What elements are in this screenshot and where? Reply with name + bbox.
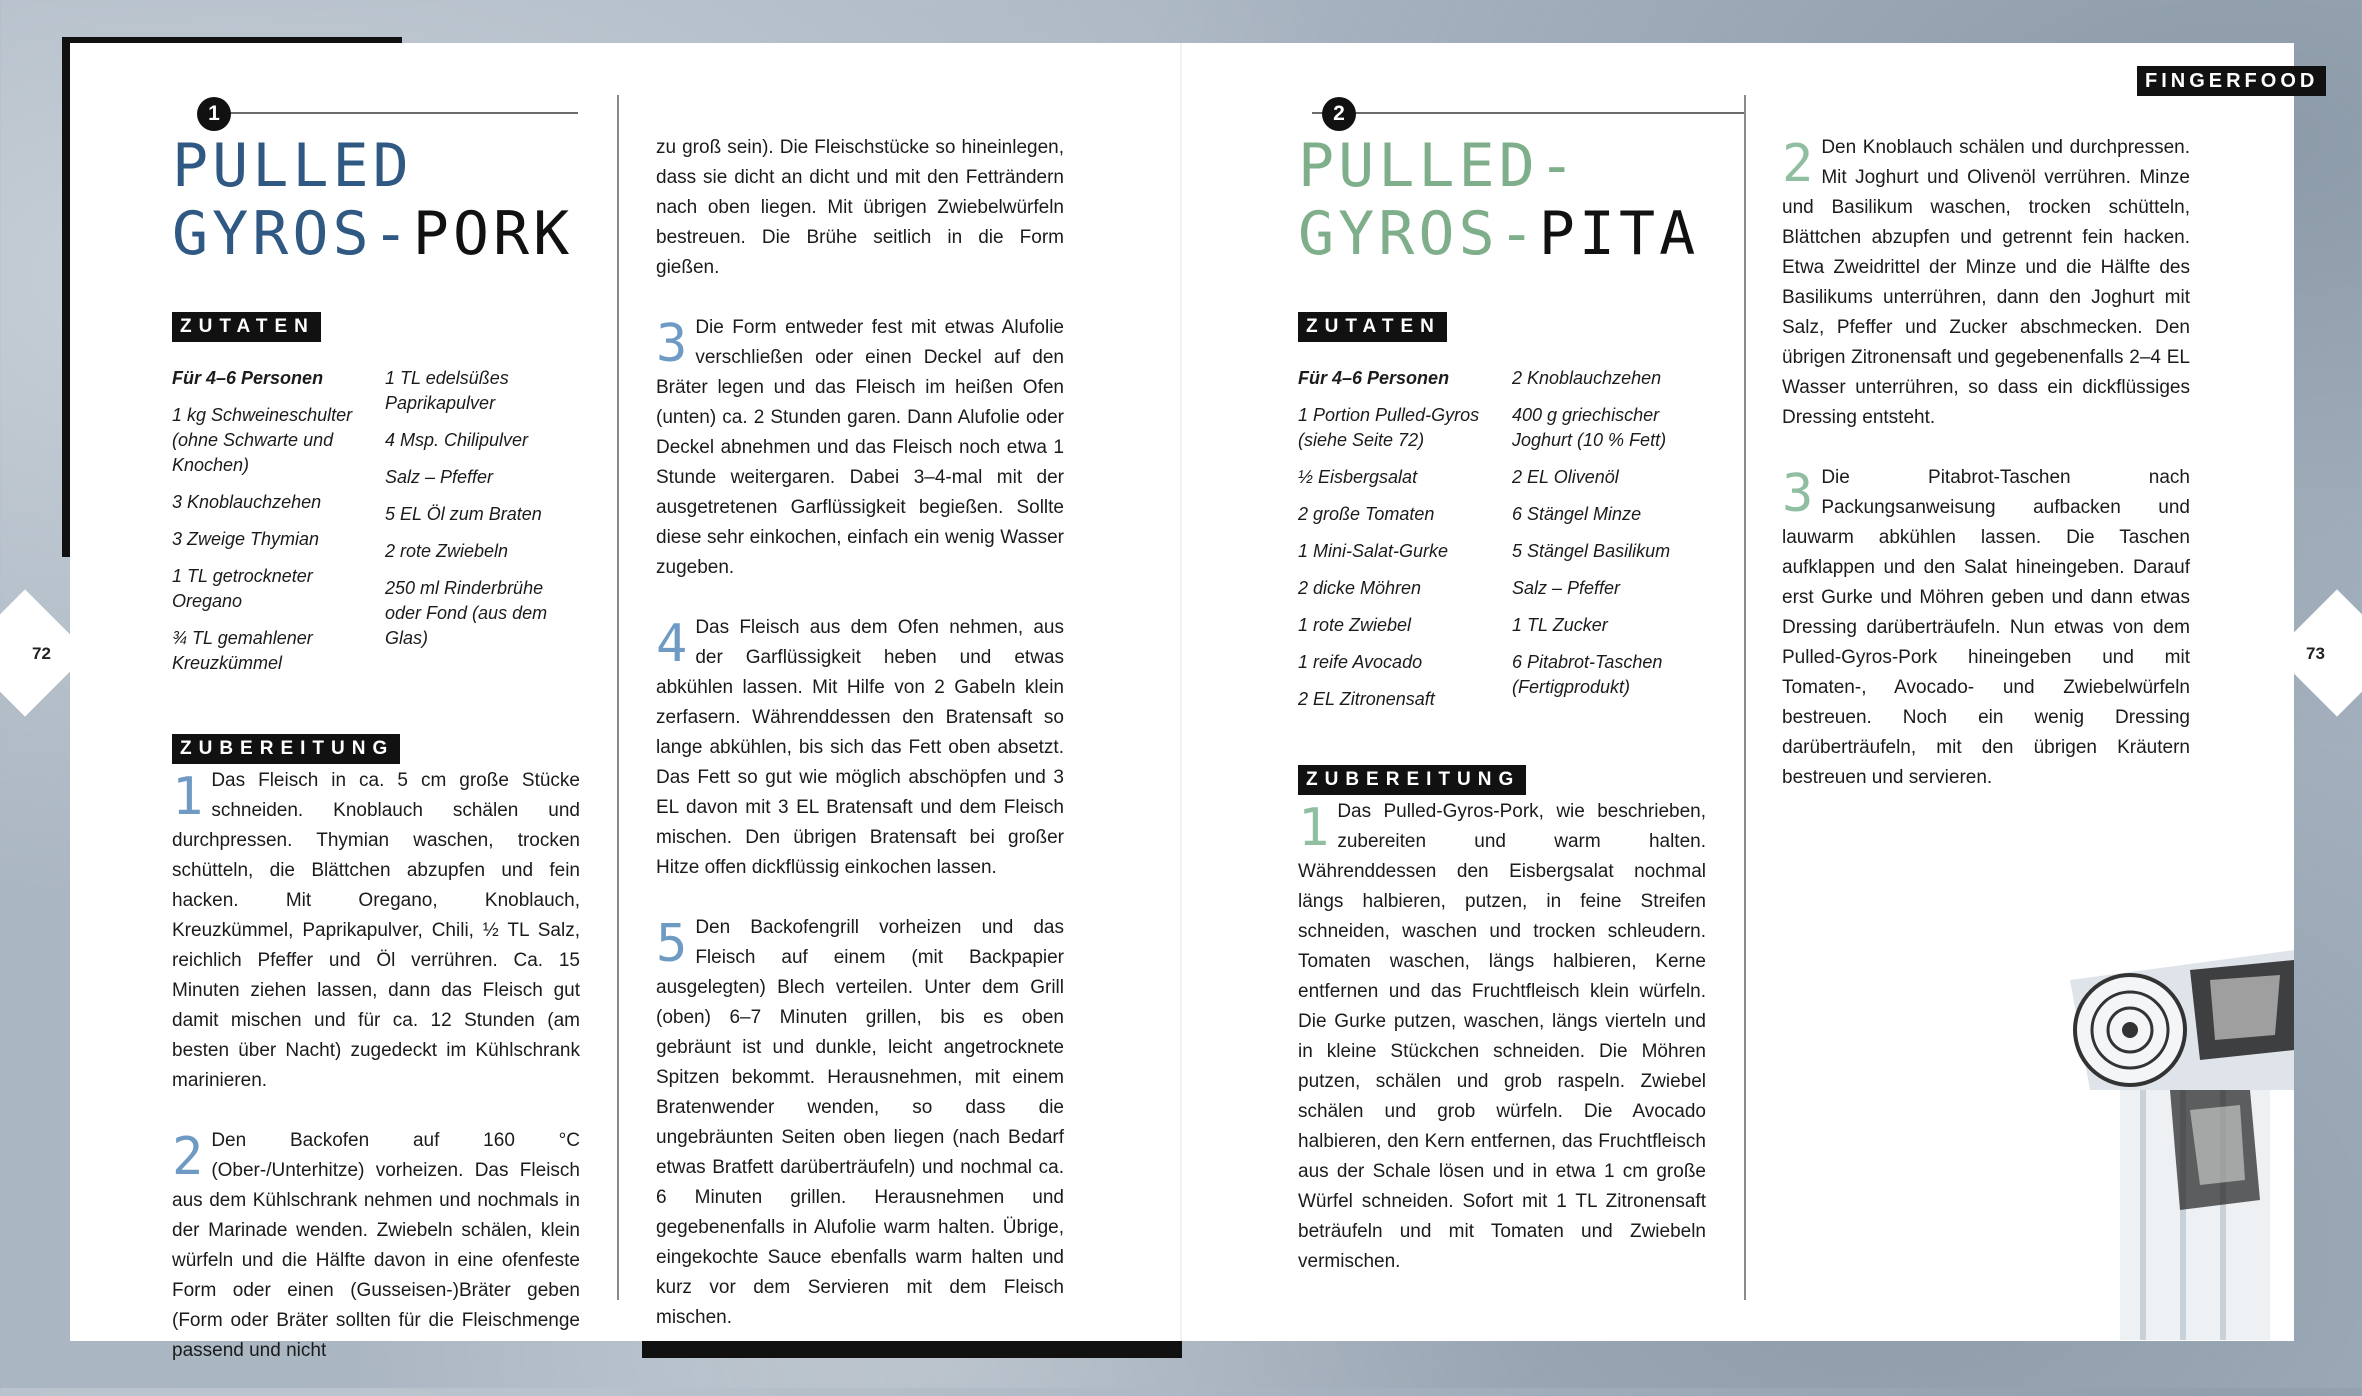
step: [172, 1126, 580, 1366]
section-label: FINGERFOOD: [2137, 66, 2326, 96]
step-text: Den Backofengrill vorheizen und das Fleisch auf einem (mit Backpapier ausgelegten) Blech verteilen. Unter dem Grill (oben) 6–7 Minuten grillen, bis es oben gebräunt ist und dunkle, leicht angetrocknete Spitzen bekommt. Herausnehmen, mit einem Bratenwender wenden, so dass die ungebräunten Seiten oben liegen (nach Bedarf etwas Bratfett darüberträufeln) und nochmal ca. 6 Minuten grillen. Herausnehmen und gegebenenfalls in Alufolie warm halten. Übrige, eingekochte Sauce ebenfalls warm halten und kurz vor dem Servieren mit dem Fleisch mischen.: [656, 917, 1064, 1328]
step-number: 1: [1298, 798, 1330, 858]
step-number: 3: [656, 314, 688, 374]
recipe-2-rule: [1312, 112, 1744, 114]
ingredient-item: 1 reife Avocado: [1298, 652, 1423, 672]
step-text: Den Backofen auf 160 °C (Ober-/Unterhitze) vorheizen. Das Fleisch aus dem Kühlschrank nehmen und nochmals in der Marinade wenden. Zwiebeln schälen, klein würfeln und die Hälfte davon in eine ofenfeste Form oder einen (Gusseisen-)Bräter geben (Form oder Bräter sollten für die Fleischmenge passend und nicht: [172, 1130, 580, 1361]
column-divider: [1744, 95, 1746, 1300]
step-text: Das Fleisch in ca. 5 cm große Stücke schneiden. Knoblauch schälen und durchpressen. Thymian waschen, trocken schütteln, die Blättchen abzupfen und fein hacken. Mit Oregano, Knoblauch, Kreuzkümmel, Paprikapulver, Chili, ½ TL Salz, reichlich Pfeffer und Öl verrühren. Ca. 15 Minuten ziehen lassen, dann das Fleisch gut damit mischen und für ca. 12 Stunden (am besten über Nacht) zugedeckt im Kühlschrank marinieren.: [172, 770, 580, 1091]
step: [656, 313, 1064, 583]
step-text: zu groß sein). Die Fleischstücke so hineinlegen, dass sie dicht an dicht und mit den Fetträndern nach oben liegen. Mit übrigen Zwiebelwürfeln bestreuen. Die Brühe seitlich in die Form gießen.: [656, 137, 1064, 278]
ingredient-item: 2 Knoblauchzehen: [1512, 368, 1662, 388]
step-number: 4: [656, 614, 688, 674]
ingredient-item: 250 ml Rinderbrühe oder Fond (aus dem Glas): [385, 578, 548, 648]
ingredient-item: 3 Zweige Thymian: [172, 529, 320, 549]
ingredient-item: 2 große Tomaten: [1298, 504, 1435, 524]
ingredient-item: Salz – Pfeffer: [1512, 578, 1621, 598]
recipe-1-title-colored: GYROS-: [172, 199, 413, 269]
recipe-1-steps-column-b: [656, 133, 1064, 1363]
step: [1298, 797, 1706, 1277]
ingredient-item: 5 Stängel Basilikum: [1512, 541, 1671, 561]
recipe-1-title: [172, 132, 573, 268]
recipe-2-preparation-label: ZUBEREITUNG: [1298, 765, 1526, 795]
ingredient-item: 1 rote Zwiebel: [1298, 615, 1412, 635]
step: [1782, 133, 2190, 433]
ingredient-item: ¾ TL gemahlener Kreuzkümmel: [172, 628, 313, 673]
recipe-1-ingredients-col2: [385, 366, 580, 663]
ingredient-item: 3 Knoblauchzehen: [172, 492, 322, 512]
ingredient-item: 2 EL Olivenöl: [1512, 467, 1619, 487]
step: [1782, 463, 2190, 793]
recipe-2-title-dark: PITA: [1538, 199, 1700, 269]
ingredient-item: 1 TL Zucker: [1512, 615, 1608, 635]
ingredient-item: 400 g griechischer Joghurt (10 % Fett): [1512, 405, 1667, 450]
step-text: Den Knoblauch schälen und durchpressen. Mit Joghurt und Olivenöl verrühren. Minze und Basilikum waschen, trocken schütteln, Blättchen abzupfen und getrennt fein hacken. Etwa Zweidrittel der Minze und die Hälfte des Basilikums unterrühren, dann den Joghurt mit Salz, Pfeffer und Zucker abschmecken. Den übrigen Zitronensaft und gegebenenfalls 2–4 EL Wasser unterrühren, so dass ein dickflüssiges Dressing entsteht.: [1782, 137, 2190, 428]
page-number-left: 72: [32, 644, 51, 663]
recipe-2-ingredients-col2: [1512, 366, 1712, 712]
page-spine: [1180, 43, 1182, 1341]
ingredient-item: Salz – Pfeffer: [385, 467, 494, 487]
recipe-2-steps-column-b: [1782, 133, 2190, 823]
ingredient-item: 1 TL edelsüßes Paprikapulver: [385, 368, 509, 413]
step: [656, 613, 1064, 883]
step: [656, 913, 1064, 1333]
recipe-1-title-dark: PORK: [412, 199, 574, 269]
recipe-1-ingredients-col1: [172, 366, 370, 688]
recipe-2-title: [1298, 132, 1699, 268]
ingredient-item: 2 dicke Möhren: [1298, 578, 1422, 598]
ingredient-item: 2 rote Zwiebeln: [385, 541, 509, 561]
step-text: Das Pulled-Gyros-Pork, wie beschrieben, zubereiten und warm halten. Währenddessen den Eisbergsalat nochmal längs halbieren, putzen, in feine Streifen schneiden, waschen und trocken schleudern. Tomaten waschen, längs halbieren, Kerne entfernen und das Fruchtfleisch klein würfeln. Die Gurke putzen, waschen, längs vierteln und in kleine Stückchen schneiden. Die Möhren putzen, schälen und grob raspeln. Zwiebel schälen und grob würfeln. Die Avocado halbieren, den Kern entfernen, das Fruchtfleisch aus der Schale lösen und in etwa 1 cm große Würfel schneiden. Sofort mit 1 TL Zitronensaft beträufeln und mit Tomaten und Zwiebeln vermischen.: [1298, 801, 1706, 1272]
column-divider: [617, 95, 619, 1300]
step-number: 2: [1782, 134, 1814, 194]
recipe-1-rule: [210, 112, 578, 114]
ingredient-item: 5 EL Öl zum Braten: [385, 504, 542, 524]
page-number-right: 73: [2306, 644, 2325, 663]
ingredient-item: Für 4–6 Personen: [1298, 368, 1450, 388]
step-text: Die Form entweder fest mit etwas Alufolie verschließen oder einen Deckel auf den Bräter legen und das Fleisch im heißen Ofen (unten) ca. 2 Stunden garen. Dann Alufolie oder Deckel abnehmen und das Fleisch noch etwa 1 Stunde weitergaren. Dabei 3–4-mal mit der ausgetretenen Garflüssigkeit begießen. Sollte diese sehr einkochen, einfach ein wenig Wasser zugeben.: [656, 317, 1064, 578]
step-number: 3: [1782, 464, 1814, 524]
recipe-2-ingredients-col1: [1298, 366, 1496, 724]
step-text: Die Pitabrot-Taschen nach Packungsanweisung aufbacken und lauwarm abkühlen lassen. Die Taschen aufklappen und den Salat hineingeben. Darauf erst Gurke und Möhren geben und dann etwas Dressing darüberträufeln. Nun etwas von dem Pulled-Gyros-Pork hineingeben und mit Tomaten-, Avocado- und Zwiebelwürfeln bestreuen. Noch ein wenig Dressing darüberträufeln, mit den übrigen Kräutern bestreuen und servieren.: [1782, 467, 2190, 788]
ingredient-item: 6 Pitabrot-Taschen (Fertigprodukt): [1512, 652, 1663, 697]
ingredient-item: 1 TL getrockneter Oregano: [172, 566, 313, 611]
ingredient-item: 2 EL Zitronensaft: [1298, 689, 1435, 709]
recipe-2-steps-column-a: [1298, 797, 1706, 1307]
ingredient-item: 6 Stängel Minze: [1512, 504, 1642, 524]
ionic-column-illustration: [2050, 940, 2294, 1340]
recipe-2-title-colored: GYROS-: [1298, 199, 1539, 269]
step-number: 2: [172, 1127, 204, 1187]
ingredient-item: 1 Portion Pulled-Gyros (siehe Seite 72): [1298, 405, 1480, 450]
recipe-1-preparation-label: ZUBEREITUNG: [172, 734, 400, 764]
recipe-1-number: 1: [197, 97, 231, 131]
ingredient-item: 1 kg Schweineschulter (ohne Schwarte und Knochen): [172, 405, 353, 475]
ingredient-item: 4 Msp. Chilipulver: [385, 430, 529, 450]
step-number: 1: [172, 767, 204, 827]
step-text: Das Fleisch aus dem Ofen nehmen, aus der Garflüssigkeit heben und etwas abkühlen lassen. Mit Hilfe von 2 Gabeln klein zerfasern. Währenddessen den Bratensaft so lange abkühlen, bis sich das Fett oben absetzt. Das Fett so gut wie möglich abschöpfen und 3 EL davon mit 3 EL Bratensaft und dem Fleisch mischen. Den übrigen Bratensaft bei großer Hitze offen dickflüssig einkochen lassen.: [656, 617, 1064, 878]
ingredient-item: 1 Mini-Salat-Gurke: [1298, 541, 1449, 561]
recipe-1-title-line1: PULLED: [172, 131, 413, 201]
ingredient-item: Für 4–6 Personen: [172, 368, 324, 388]
recipe-1-ingredients-label: ZUTATEN: [172, 312, 321, 342]
step-number: 5: [656, 914, 688, 974]
recipe-2-title-line1: PULLED-: [1298, 131, 1579, 201]
recipe-2-ingredients-label: ZUTATEN: [1298, 312, 1447, 342]
recipe-2-number: 2: [1322, 97, 1356, 131]
ingredient-item: ½ Eisbergsalat: [1298, 467, 1418, 487]
step: [172, 766, 580, 1096]
recipe-1-steps-column-a: [172, 766, 580, 1396]
